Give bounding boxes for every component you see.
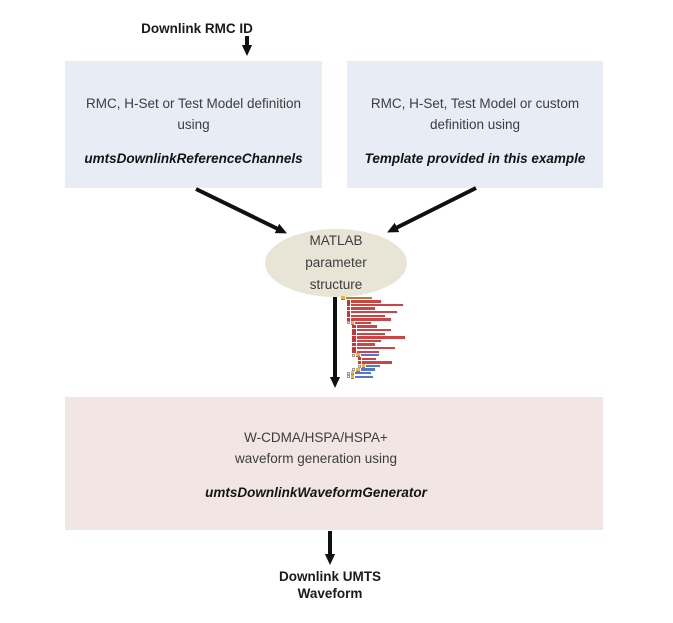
template-definition-box [347,61,603,188]
matlab-struct-tree-thumbnail [341,296,419,380]
field-icon [347,307,351,310]
tree-label-bar [362,361,392,363]
tree-label-bar [357,340,381,342]
field-icon [358,361,362,364]
arrow-left-box-to-ellipse [196,189,278,229]
field-icon [352,329,356,332]
field-icon [347,311,351,314]
tree-label-bar [346,297,372,299]
ellipse-line1: MATLAB [309,233,363,248]
arrow-right-box-to-ellipse [396,188,476,228]
tree-label-bar [355,322,371,324]
bottom-box-line2: waveform generation using [234,450,398,466]
field-icon [352,343,356,346]
tree-expander-icon [347,375,350,378]
tree-label-bar [355,376,373,378]
tree-row [341,375,419,379]
output-label-line2: Waveform [297,586,363,601]
tree-label-bar [351,311,397,313]
bottom-box-line1: W-CDMA/HSPA/HSPA+ [244,429,388,445]
field-icon [347,314,351,317]
tree-label-bar [351,318,391,320]
right-box-line2: definition using [429,116,521,132]
tree-expander-icon [347,372,350,375]
matlab-parameter-structure-ellipse [265,229,407,297]
field-icon [358,357,362,360]
right-box-line1: RMC, H-Set, Test Model or custom [370,95,580,111]
tree-label-bar [361,368,375,370]
field-icon [347,318,351,321]
tree-label-bar [357,325,377,327]
bottom-box-text [235,427,397,469]
field-icon [352,350,356,353]
tree-label-bar [357,343,375,345]
waveform-generation-box [65,397,603,530]
umts-downlink-waveform-generator-function: umtsDownlinkWaveformGenerator [205,484,427,500]
folder-icon [351,375,355,379]
downlink-umts-waveform-label [255,568,405,602]
tree-label-bar [351,304,403,306]
template-provided-label: Template provided in this example [364,150,586,166]
tree-label-bar [357,336,405,338]
right-box-text [371,93,579,135]
field-icon [352,332,356,335]
tree-label-bar [357,329,391,331]
downlink-rmc-id-label: Downlink RMC ID [141,21,253,36]
field-icon [347,300,351,303]
tree-label-bar [351,307,375,309]
tree-expander-icon [352,354,355,357]
umts-downlink-reference-channels-function: umtsDownlinkReferenceChannels [84,150,303,166]
tree-label-bar [351,300,381,302]
tree-label-bar [357,351,379,353]
field-icon [352,347,356,350]
tree-label-bar [366,365,380,367]
field-icon [352,336,356,339]
folder-icon [362,364,366,368]
output-label-line1: Downlink UMTS [279,569,381,584]
ellipse-text [305,230,367,296]
folder-icon [341,296,345,300]
ellipse-line3: structure [309,277,363,292]
tree-expander-icon [347,321,350,324]
tree-label-bar [355,372,371,374]
left-box-line1: RMC, H-Set or Test Model definition [85,95,302,111]
tree-label-bar [362,358,376,360]
ellipse-line2: parameter [305,255,367,270]
folder-icon [356,368,360,372]
reference-channels-definition-box [65,61,322,188]
field-icon [347,303,351,306]
left-box-line2: using [177,116,210,132]
tree-label-bar [357,347,395,349]
field-icon [352,339,356,342]
tree-label-bar [351,315,385,317]
field-icon [352,325,356,328]
tree-label-bar [361,354,379,356]
left-box-text [86,93,301,135]
tree-label-bar [357,333,385,335]
